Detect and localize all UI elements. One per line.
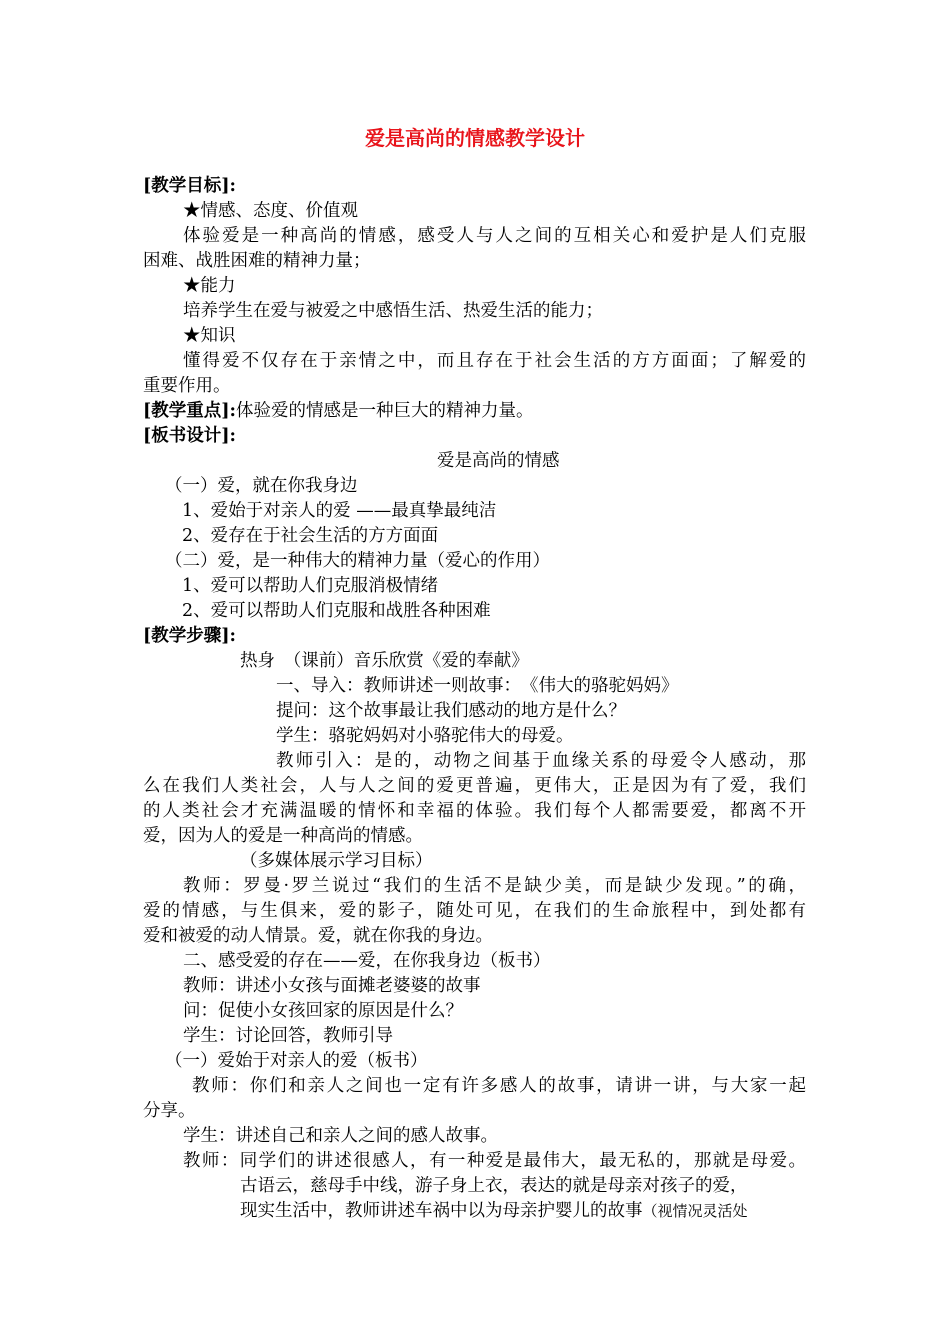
story-question: 问：促使小女孩回家的原因是什么？ — [183, 1001, 463, 1021]
goal-emotion-star: ★情感、态度、价值观 — [183, 201, 358, 221]
teacher-share-line-1: 教师：你们和亲人之间也一定有许多感人的故事，请讲一讲，与大家一起 — [192, 1076, 806, 1096]
teacher-quote-line-3: 爱和被爱的动人情景。爱，就在你我的身边。 — [143, 926, 493, 946]
board-point-2-2: 2、爱可以帮助人们克服和战胜各种困难 — [182, 601, 491, 621]
board-center-title: 爱是高尚的情感 — [437, 451, 560, 471]
goal-knowledge-star: ★知识 — [183, 326, 236, 346]
multimedia-note: （多媒体展示学习目标） — [240, 851, 433, 871]
subsection-one-heading: （一）爱始于对亲人的爱（板书） — [165, 1051, 428, 1071]
teacher-story: 教师：讲述小女孩与面摊老婆婆的故事 — [183, 976, 481, 996]
goal-emotion-line-2: 困难、战胜困难的精神力量； — [143, 251, 371, 271]
goal-ability-star: ★能力 — [183, 276, 236, 296]
teacher-mother-love-line-3 — [240, 1199, 910, 1224]
teacher-share-line-2: 分享。 — [143, 1101, 196, 1121]
teacher-guide-line-1: 教师引入：是的，动物之间基于血缘关系的母爱令人感动，那 — [276, 751, 806, 771]
steps-question: 提问：这个故事最让我们感动的地方是什么？ — [276, 701, 626, 721]
steps-student-answer: 学生：骆驼妈妈对小骆驼伟大的母爱。 — [276, 726, 574, 746]
board-point-1: （一）爱，就在你我身边 — [165, 476, 358, 496]
focus-heading: [教学重点]: — [143, 401, 237, 421]
board-point-1-2: 2、爱存在于社会生活的方方面面 — [182, 526, 439, 546]
board-heading: [板书设计]: — [143, 426, 237, 446]
student-story: 学生：讲述自己和亲人之间的感人故事。 — [183, 1126, 498, 1146]
board-point-1-1: 1、爱始于对亲人的爱 ——最真挚最纯洁 — [182, 501, 497, 521]
teacher-mother-love-line-1: 教师：同学们的讲述很感人，有一种爱是最伟大，最无私的，那就是母爱。 — [183, 1151, 806, 1171]
goal-knowledge-line-2: 重要作用。 — [143, 376, 231, 396]
teacher-quote-line-2: 爱的情感，与生俱来，爱的影子，随处可见，在我们的生命旅程中，到处都有 — [143, 901, 806, 921]
teacher-guide-line-2: 么在我们人类社会，人与人之间的爱更普遍，更伟大，正是因为有了爱，我们 — [143, 776, 806, 796]
student-discussion: 学生：讨论回答，教师引导 — [183, 1026, 393, 1046]
steps-warmup: 热身 （课前）音乐欣赏《爱的奉献》 — [240, 651, 529, 671]
steps-intro: 一、导入：教师讲述一则故事： 《伟大的骆驼妈妈》 — [276, 676, 679, 696]
focus-text: 体验爱的情感是一种巨大的精神力量。 — [236, 401, 534, 421]
teacher-mother-love-line-3-note: （视情况灵活处 — [642, 1202, 748, 1220]
goals-heading: [教学目标]: — [143, 176, 237, 196]
document-title: 爱是高尚的情感教学设计 — [365, 126, 585, 150]
teacher-mother-love-line-2: 古语云，慈母手中线，游子身上衣，表达的就是母亲对孩子的爱， — [240, 1176, 748, 1196]
goal-ability-text: 培养学生在爱与被爱之中感悟生活、热爱生活的能力； — [183, 301, 603, 321]
teacher-quote-line-1: 教师：罗曼·罗兰说过“我们的生活不是缺少美，而是缺少发现。”的确， — [183, 876, 806, 896]
goal-knowledge-line-1: 懂得爱不仅存在于亲情之中，而且存在于社会生活的方方面面；了解爱的 — [183, 351, 806, 371]
teacher-guide-line-4: 爱，因为人的爱是一种高尚的情感。 — [143, 826, 423, 846]
steps-heading: [教学步骤]: — [143, 626, 237, 646]
goal-emotion-line-1: 体验爱是一种高尚的情感，感受人与人之间的互相关心和爱护是人们克服 — [183, 226, 806, 246]
teacher-guide-line-3: 的人类社会才充满温暖的情怀和幸福的体验。我们每个人都需要爱，都离不开 — [143, 801, 806, 821]
board-point-2: （二）爱，是一种伟大的精神力量（爱心的作用） — [165, 551, 550, 571]
board-point-2-1: 1、爱可以帮助人们克服消极情绪 — [182, 576, 439, 596]
focus-row — [143, 399, 813, 424]
section-two-heading: 二、感受爱的存在——爱，在你我身边（板书） — [183, 951, 551, 971]
teacher-mother-love-line-3-main: 现实生活中，教师讲述车祸中以为母亲护婴儿的故事 — [240, 1201, 643, 1221]
